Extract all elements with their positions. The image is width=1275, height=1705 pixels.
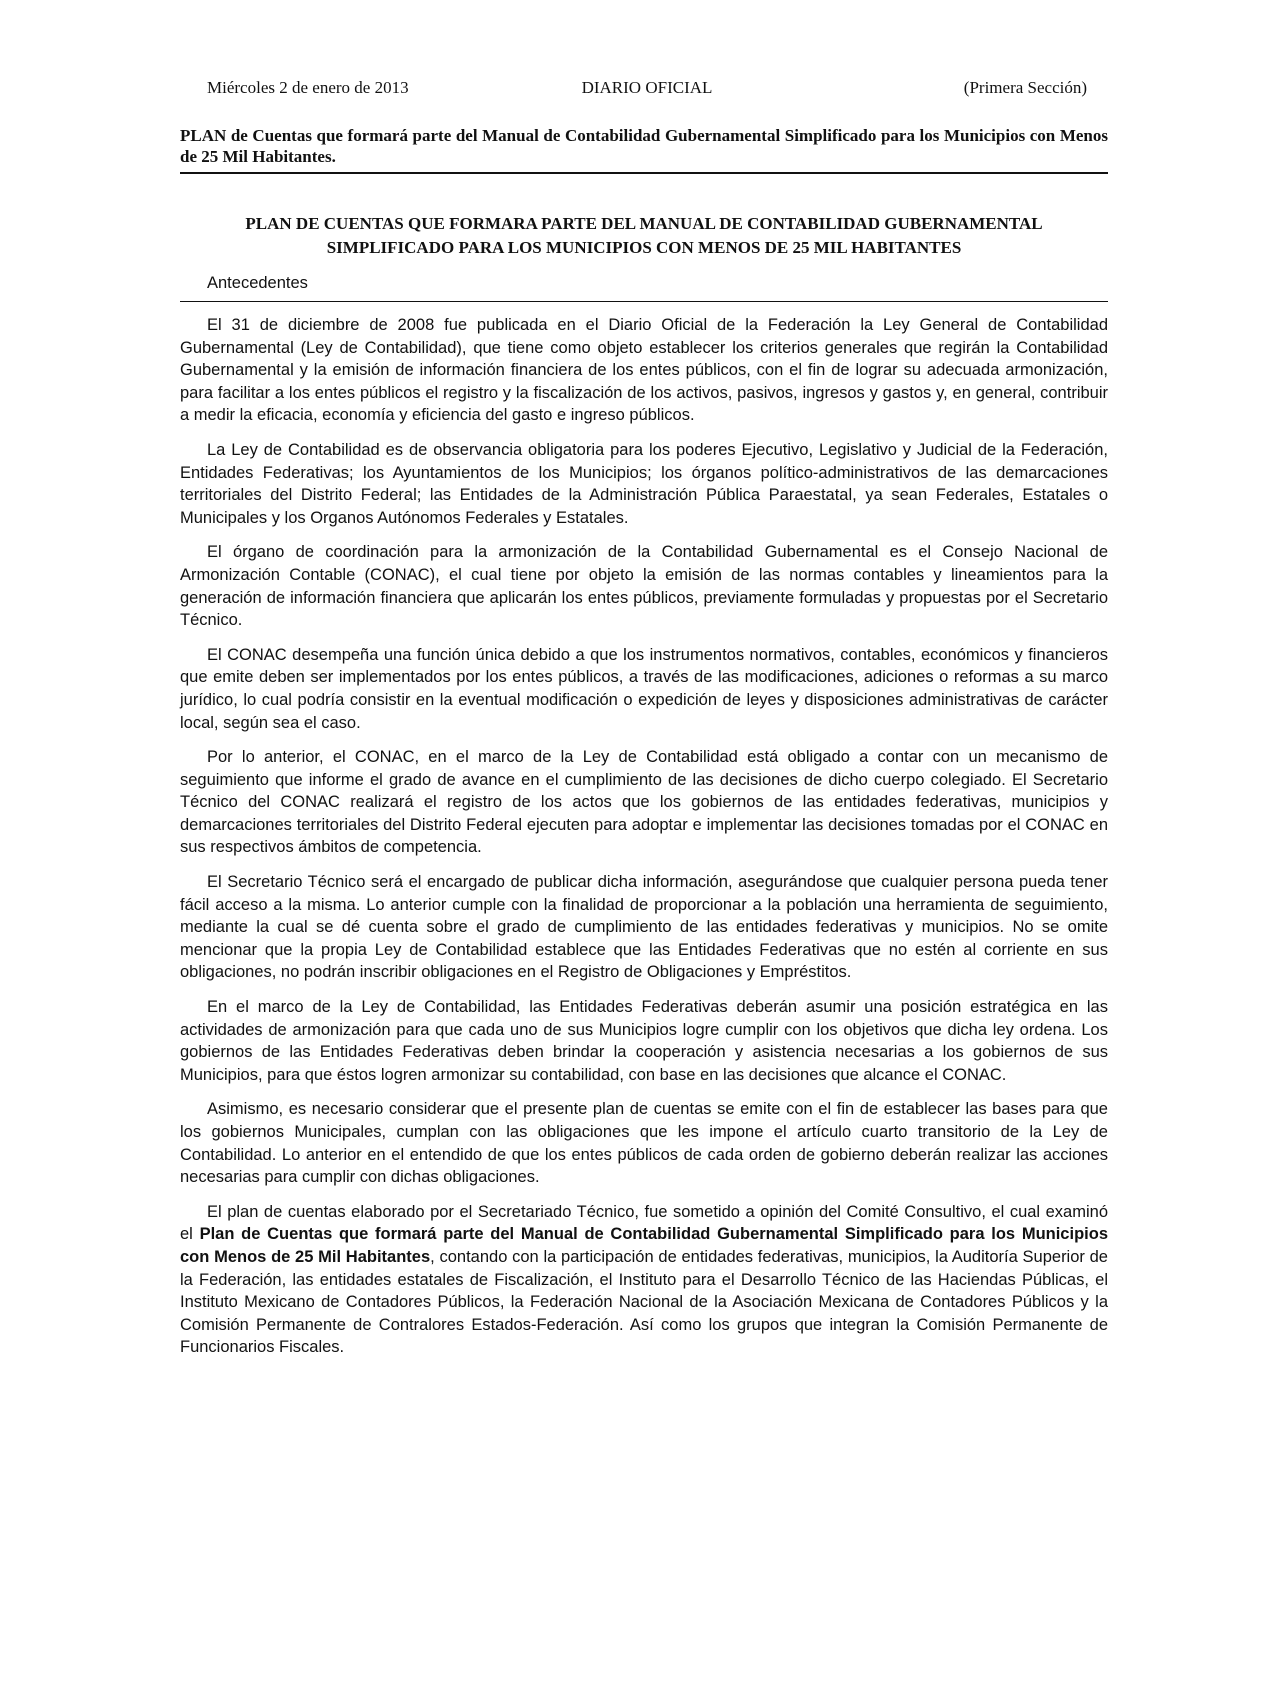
paragraph: En el marco de la Ley de Contabilidad, las Entidades Federativas deberán asumir una posición estratégica en las actividades de armonización para que cada uno de sus Municipios logre cumplir con los objetivos que dicha ley ordena. Los gobiernos de las Entidades Federativas deben brindar la cooperación y asistencia necesarias a los gobiernos de sus Municipios, para que éstos logren armonizar su contabilidad, con base en las decisiones que alcance el CONAC.	[180, 998, 1108, 1084]
final-paragraph-plan-title: Plan de Cuentas que formará parte del Manual de Contabilidad Gubernamental Simplificado para los Municipios con Menos de 25 Mil Habitantes	[180, 1225, 1108, 1266]
document-body	[180, 314, 1108, 1359]
document-title	[180, 212, 1108, 260]
paragraph: La Ley de Contabilidad es de observancia obligatoria para los poderes Ejecutivo, Legislativo y Judicial de la Federación, Entidades Federativas; los Ayuntamientos de los Municipios; los órganos político-administrativos de las demarcaciones territoriales del Distrito Federal; las Entidades de la Administración Pública Paraestatal, ya sean Federales, Estatales o Municipales y los Organos Autónomos Federales y Estatales.	[180, 440, 1108, 527]
section-divider	[180, 301, 1108, 302]
document-title-line-1: PLAN DE CUENTAS QUE FORMARA PARTE DEL MANUAL DE CONTABILIDAD GUBERNAMENTAL	[245, 214, 1043, 233]
decree-divider	[180, 172, 1108, 174]
section-heading: Antecedentes	[207, 274, 308, 292]
header-date: Miércoles 2 de enero de 2013	[207, 78, 409, 97]
decree-title: PLAN de Cuentas que formará parte del Manual de Contabilidad Gubernamental Simplificado para los Municipios con Menos de 25 Mil Habitantes.	[180, 126, 1108, 166]
paragraph: El Secretario Técnico será el encargado de publicar dicha información, asegurándose que cualquier persona pueda tener fácil acceso a la misma. Lo anterior cumple con la finalidad de proporcionar a la población una herramienta de seguimiento, mediante la cual se dé cuenta sobre el grado de cumplimiento de las entidades federativas y municipios. No se omite mencionar que la propia Ley de Contabilidad establece que las Entidades Federativas que no estén al corriente en sus obligaciones, no podrán inscribir obligaciones en el Registro de Obligaciones y Empréstitos.	[180, 873, 1108, 982]
final-paragraph-rest: , contando con la participación de entidades federativas, municipios, la Auditoría Superior de la Federación, las entidades estatales de Fiscalización, el Instituto para el Desarrollo Técnico de las Haciendas Públicas, el Instituto Mexicano de Contadores Públicos, la Federación Nacional de la Asociación Mexicana de Contadores Públicos y la Comisión Permanente de Contralores Estados-Federación. Así como los grupos que integran la Comisión Permanente de Funcionarios Fiscales.	[180, 1247, 1108, 1357]
header-publication: DIARIO OFICIAL	[581, 78, 713, 97]
paragraph: Asimismo, es necesario considerar que el presente plan de cuentas se emite con el fin de establecer las bases para que los gobiernos Municipales, cumplan con las obligaciones que les impone el artículo cuarto transitorio de la Ley de Contabilidad. Lo anterior en el entendido de que los entes públicos de cada orden de gobierno deberán realizar las acciones necesarias para cumplir con dichas obligaciones.	[180, 1100, 1108, 1187]
page-header	[207, 78, 1087, 102]
document-title-line-2: SIMPLIFICADO PARA LOS MUNICIPIOS CON MENOS DE 25 MIL HABITANTES	[326, 238, 962, 257]
final-paragraph	[180, 1201, 1108, 1359]
header-section: (Primera Sección)	[963, 78, 1087, 97]
paragraph: Por lo anterior, el CONAC, en el marco de la Ley de Contabilidad está obligado a contar con un mecanismo de seguimiento que informe el grado de avance en el cumplimiento de las decisiones de dicho cuerpo colegiado. El Secretario Técnico del CONAC realizará el registro de los actos que los gobiernos de las entidades federativas, municipios y demarcaciones territoriales del Distrito Federal ejecuten para adoptar e implementar las decisiones tomadas por el CONAC en sus respectivos ámbitos de competencia.	[180, 748, 1108, 857]
paragraph: El órgano de coordinación para la armonización de la Contabilidad Gubernamental es el Consejo Nacional de Armonización Contable (CONAC), el cual tiene por objeto la emisión de las normas contables y lineamientos para la generación de información financiera que aplicarán los entes públicos, previamente formuladas y propuestas por el Secretario Técnico.	[180, 543, 1108, 630]
final-paragraph-intro: El plan de cuentas elaborado por el Secretariado Técnico, fue sometido a opinión del Comité Consultivo, el cual examinó el	[180, 1202, 1108, 1244]
paragraph: El 31 de diciembre de 2008 fue publicada en el Diario Oficial de la Federación la Ley General de Contabilidad Gubernamental (Ley de Contabilidad), que tiene como objeto establecer los criterios generales que regirán la Contabilidad Gubernamental y la emisión de información financiera de los entes públicos, con el fin de lograr su adecuada armonización, para facilitar a los entes públicos el registro y la fiscalización de los activos, pasivos, ingresos y gastos y, en general, contribuir a medir la eficacia, economía y eficiencia del gasto e ingreso públicos.	[180, 316, 1108, 425]
paragraph: El CONAC desempeña una función única debido a que los instrumentos normativos, contables, económicos y financieros que emite deben ser implementados por los entes públicos, a través de las modificaciones, adiciones o reformas a su marco jurídico, lo cual podría consistir en la eventual modificación o expedición de leyes y disposiciones administrativas de carácter local, según sea el caso.	[180, 645, 1108, 732]
